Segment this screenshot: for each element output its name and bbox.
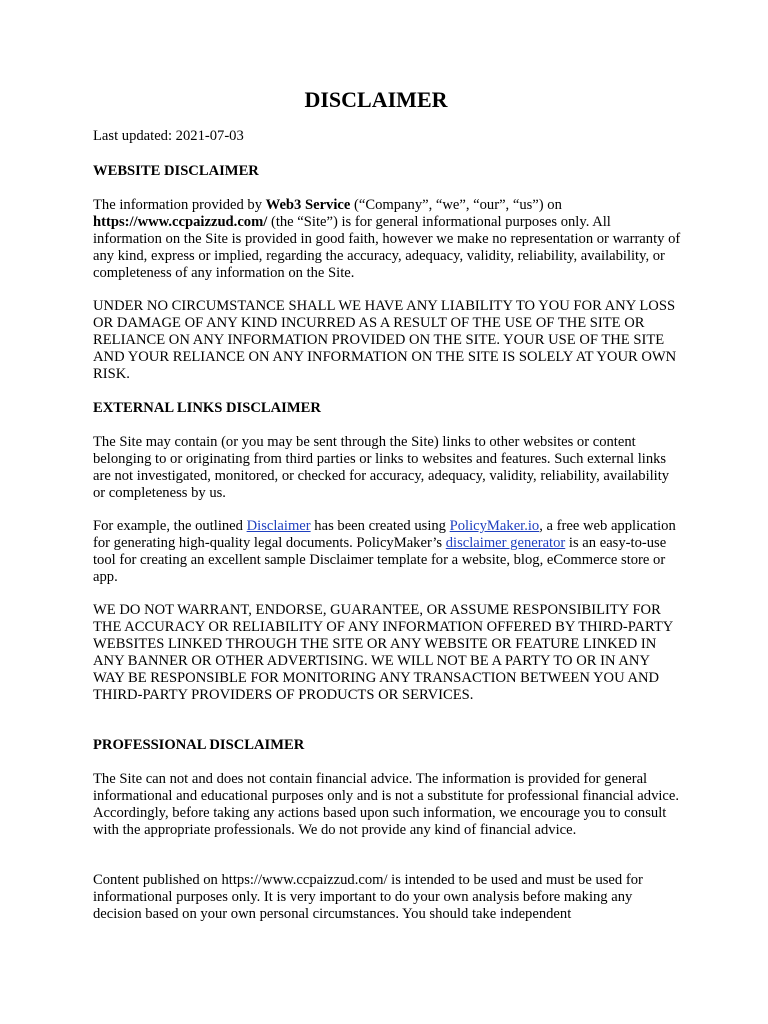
professional-disclaimer-paragraph-2: Content published on https://www.ccpaizzud.com/ is intended to be used and must be used for informational purposes only. It is very important to do your own analysis before making any decision based on your own personal circumstances. You should take independent: [93, 872, 643, 922]
website-disclaimer-heading: WEBSITE DISCLAIMER: [93, 163, 259, 179]
website-disclaimer-paragraph-2: UNDER NO CIRCUMSTANCE SHALL WE HAVE ANY LIABILITY TO YOU FOR ANY LOSS OR DAMAGE OF ANY KIND INCURRED AS A RESULT OF THE USE OF THE SITE OR RELIANCE ON ANY INFORMATION PROVIDED ON THE SITE. YOUR USE OF THE SITE AND YOUR RELIANCE ON ANY INFORMATION ON THE SITE IS SOLELY AT YOUR OWN RISK.: [93, 298, 677, 382]
website-disclaimer-paragraph-1: The information provided by Web3 Service (“Company”, “we”, “our”, “us”) on https://www.ccpaizzud.com/ (the “Site”) is for general informational purposes only. All information on the Site is provided in good faith, however we make no representation or warranty of any kind, express or implied, regarding the accuracy, adequacy, validity, reliability, availability, or completeness of any information on the Site.: [93, 197, 681, 281]
professional-disclaimer-heading: PROFESSIONAL DISCLAIMER: [93, 737, 305, 753]
policymaker-link[interactable]: PolicyMaker.io: [449, 518, 540, 534]
external-links-heading: EXTERNAL LINKS DISCLAIMER: [93, 400, 321, 416]
external-links-paragraph-2: For example, the outlined Disclaimer has been created using PolicyMaker.io, a free web application for generating high-quality legal documents. PolicyMaker’s disclaimer generator is an easy-to-use tool for creating an excellent sample Disclaimer template for a website, blog, eCommerce store or app.: [93, 518, 676, 585]
document-title: DISCLAIMER: [304, 87, 448, 112]
external-links-paragraph-1: The Site may contain (or you may be sent through the Site) links to other websites or content belonging to or originating from third parties or links to websites and features. Such external links are not investigated, monitored, or checked for accuracy, adequacy, validity, reliability, availability or completeness by us.: [93, 434, 670, 501]
company-name: Web3 Service: [265, 197, 351, 213]
disclaimer-generator-link[interactable]: disclaimer generator: [445, 535, 566, 551]
disclaimer-link[interactable]: Disclaimer: [246, 518, 311, 534]
external-links-paragraph-3: WE DO NOT WARRANT, ENDORSE, GUARANTEE, OR ASSUME RESPONSIBILITY FOR THE ACCURACY OR RELIABILITY OF ANY INFORMATION OFFERED BY THIRD-PARTY WEBSITES LINKED THROUGH THE SITE OR ANY WEBSITE OR FEATURE LINKED IN ANY BANNER OR OTHER ADVERTISING. WE WILL NOT BE A PARTY TO OR IN ANY WAY BE RESPONSIBLE FOR MONITORING ANY TRANSACTION BETWEEN YOU AND THIRD-PARTY PROVIDERS OF PRODUCTS OR SERVICES.: [93, 602, 673, 703]
site-url: https://www.ccpaizzud.com/: [93, 214, 268, 230]
last-updated: Last updated: 2021-07-03: [93, 128, 244, 144]
professional-disclaimer-paragraph-1: The Site can not and does not contain financial advice. The information is provided for general informational and educational purposes only and is not a substitute for professional financial advice. Accordingly, before taking any actions based upon such information, we encourage you to consult with the appropriate professionals. We do not provide any kind of financial advice.: [93, 771, 680, 838]
